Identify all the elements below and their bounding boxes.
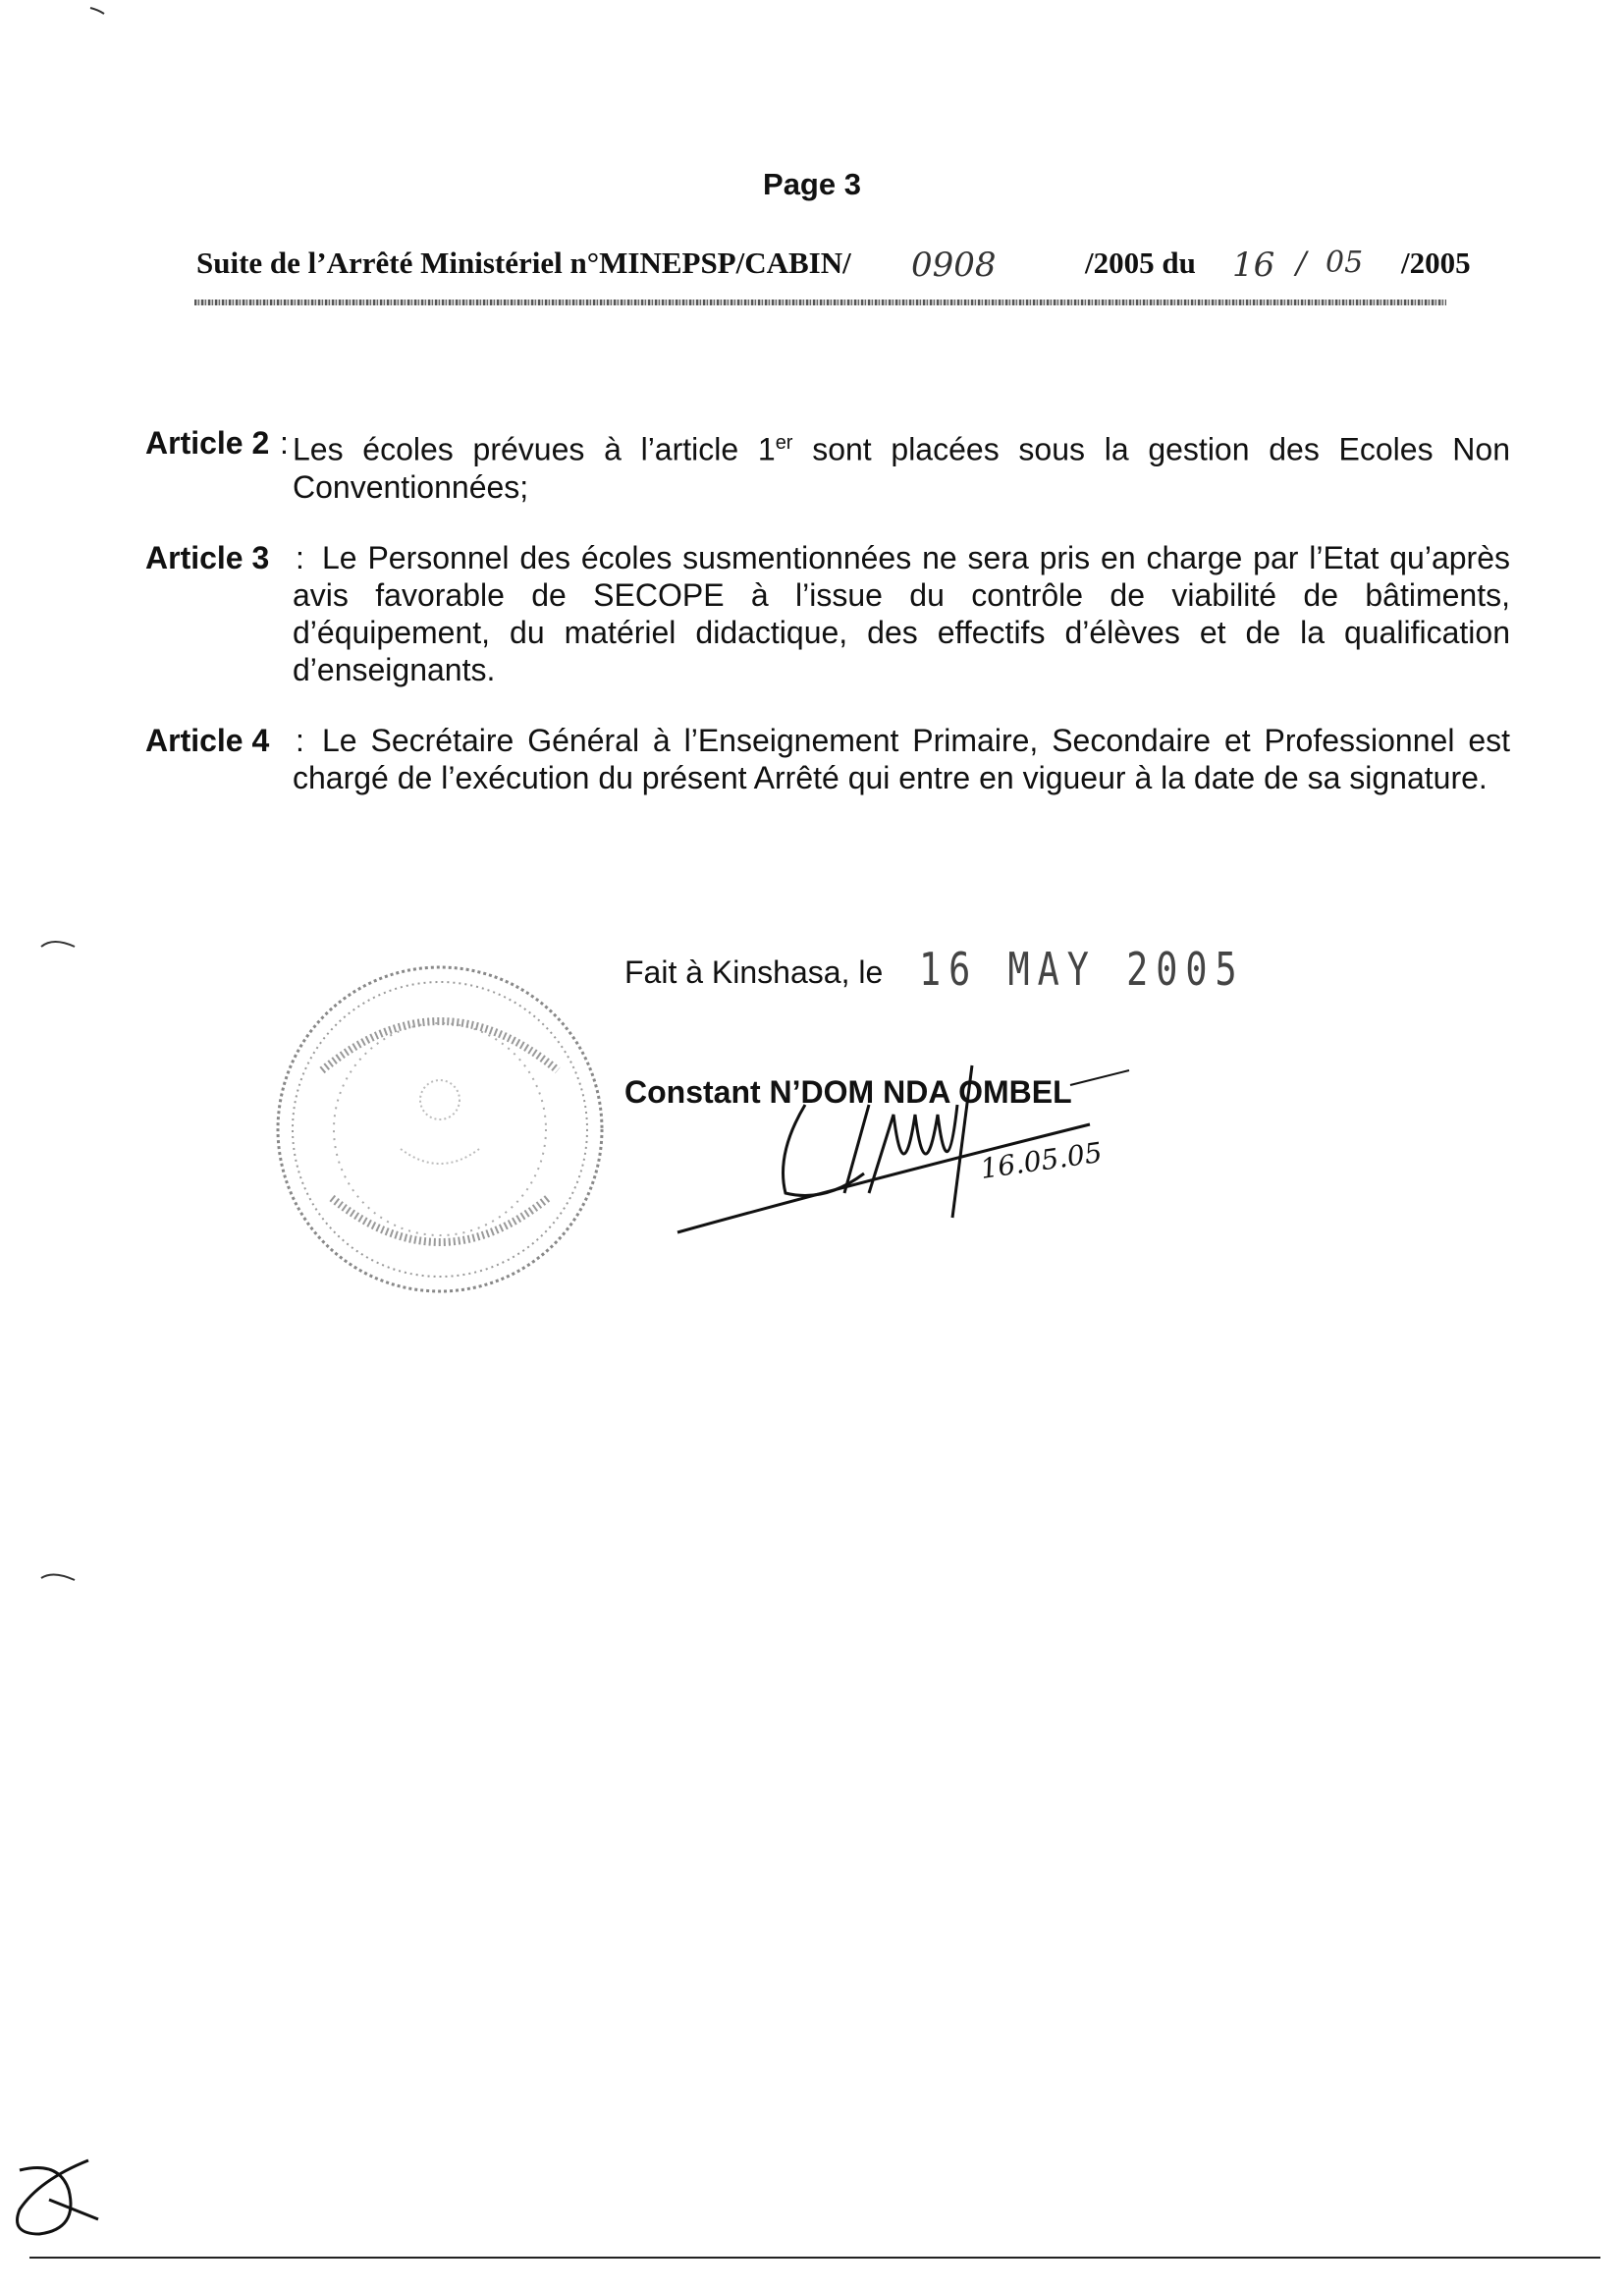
scan-mark-left-1: [39, 933, 79, 953]
article-2: [145, 424, 1510, 506]
reference-month: 05: [1326, 245, 1364, 280]
reference-year-end: /2005: [1401, 245, 1471, 280]
article-text: Le Secrétaire Général à l’Enseignement Primaire, Secondaire et Professionnel est chargé de l’exécution du présent Arrêté qui entre en vigueur à la date de sa signature.: [293, 722, 1510, 795]
reference-number: 0908: [911, 245, 997, 285]
signature-mark: [658, 1046, 1149, 1252]
place-date-label: Fait à Kinshasa, le: [624, 954, 884, 990]
signer-name: Constant N’DOM NDA OMBEL: [624, 1074, 1072, 1110]
reference-year: /2005 du: [1085, 245, 1196, 280]
initials-mark: [0, 2141, 118, 2259]
article-colon: :: [280, 425, 289, 461]
article-colon: :: [296, 539, 304, 575]
article-label: Article 4: [145, 722, 270, 758]
article-4: [145, 722, 1510, 796]
article-text: Les écoles prévues à l’article 1er sont placées sous la gestion des Ecoles Non Conventionnées;: [293, 431, 1511, 505]
article-label: Article 3: [145, 539, 270, 575]
reference-separator: /: [1296, 245, 1307, 281]
reference-prefix: Suite de l’Arrêté Ministériel n°MINEPSP/CABIN/: [196, 245, 851, 280]
article-text: Le Personnel des écoles susmentionnées ne sera pris en charge par l’Etat qu’après avis favorable de SECOPE à l’issue du contrôle de viabilité de bâtiments, d’équipement, du matériel didactique, des effectifs d’élèves et de la qualification d’enseignants.: [293, 539, 1510, 687]
article-label: Article 2: [145, 425, 270, 461]
reference-line: [196, 245, 1471, 289]
superscript: er: [775, 432, 793, 454]
signature-date: 16.05.05: [978, 1135, 1105, 1185]
bottom-rule: [29, 2257, 1600, 2259]
scan-mark-left-2: [39, 1566, 79, 1586]
header-rule: [194, 300, 1446, 305]
official-seal: [263, 953, 617, 1306]
article-colon: :: [296, 722, 304, 758]
scan-mark-top: [88, 0, 118, 20]
articles: [145, 424, 1510, 830]
stamped-date: 16 MAY 2005: [919, 943, 1245, 996]
article-3: [145, 539, 1510, 688]
page-number: Page 3: [763, 167, 861, 201]
reference-day: 16: [1232, 245, 1275, 285]
